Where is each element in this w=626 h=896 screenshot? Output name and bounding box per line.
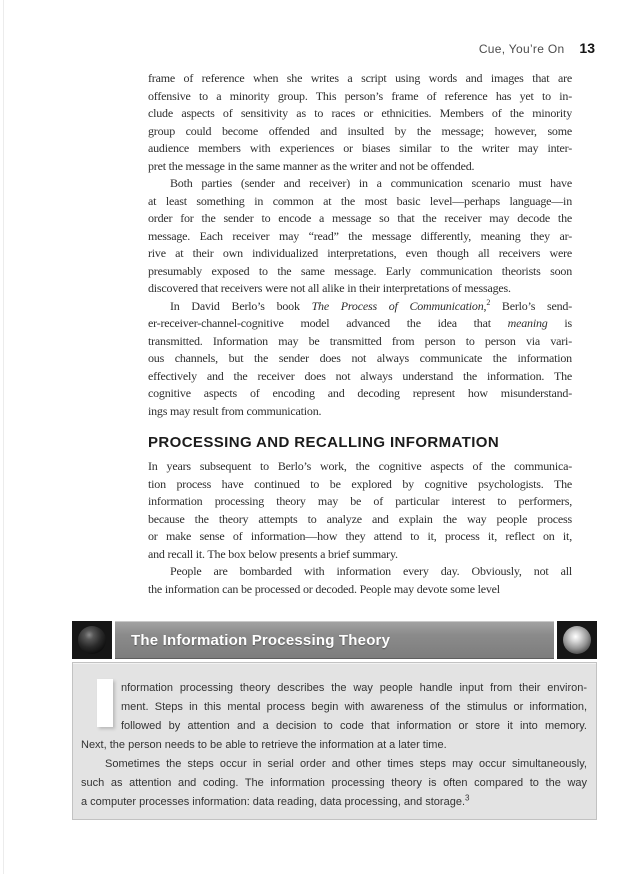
- text-line: order for the sender to encode a message so that the receiver may decode the: [148, 211, 572, 225]
- speaker-knob-left-icon: [72, 621, 112, 659]
- text-line: because the theory attempts to analyze and explain the way people process: [148, 511, 572, 526]
- info-box-title-bar: [115, 621, 554, 659]
- text-line: the information can be processed or decoded. People may devote some level: [148, 581, 500, 596]
- text-line: pret the message in the same manner as the writer and not be offended.: [148, 158, 475, 173]
- text-line: group could become offended and insulted by the message; however, some: [148, 123, 572, 138]
- text-line: or make sense of information—how they attend to it, process it, reflect on it,: [148, 529, 572, 543]
- page-scan-edge: [3, 0, 4, 874]
- text-line: message. Each receiver may “read” the message differently, meaning they ar-: [148, 228, 572, 243]
- drop-cap-letter-i: [97, 679, 113, 727]
- text-line: ment. Steps in this mental process begin with awareness of the stimulus or information,: [121, 701, 587, 713]
- section-heading: PROCESSING AND RECALLING INFORMATION: [148, 434, 500, 451]
- text-line: clude aspects of sensitivity as to races or ethnicities. Members of the minority: [148, 106, 572, 120]
- text-line: In years subsequent to Berlo’s work, the cognitive aspects of the communica-: [148, 459, 572, 473]
- running-title: Cue, You’re On: [478, 42, 565, 56]
- running-head: [479, 40, 595, 56]
- text-line: tion process have continued to be explored by cognitive psychologists. The: [148, 476, 572, 491]
- text-line: Next, the person needs to be able to retrieve the information at a later time.: [81, 739, 447, 751]
- body-column-upper: [148, 70, 572, 420]
- text-line: and recall it. The box below presents a brief summary.: [148, 546, 398, 561]
- text-line: er-receiver-channel-cognitive model advanced the idea that meaning is: [148, 316, 572, 330]
- text-line: People are bombarded with information every day. Obviously, not all: [170, 564, 572, 578]
- info-box-title: The Information Processing Theory: [131, 631, 391, 649]
- text-line: offensive to a minority group. This person’s frame of reference has yet to in-: [148, 88, 572, 103]
- text-line: presumably exposed to the same message. Early communication theorists soon: [148, 263, 572, 278]
- text-line: Sometimes the steps occur in serial order and other times steps may occur simultaneously,: [105, 758, 587, 770]
- page-number: 13: [579, 40, 595, 56]
- text-line: audience members with experiences or biases similar to the writer may inter-: [148, 141, 572, 155]
- text-line: ous channels, but the sender does not always communicate the information: [148, 351, 572, 365]
- text-line: a computer processes information: data reading, data processing, and storage.$^3$: [81, 793, 470, 808]
- text-line: nformation processing theory describes the way people handle input from their environ-: [121, 682, 587, 694]
- text-line: Both parties (sender and receiver) in a communication scenario must have: [170, 176, 572, 190]
- body-column-lower: [148, 458, 572, 598]
- text-line: rive at their own individualized interpretations, even though all receivers were: [148, 246, 572, 260]
- info-box: [72, 621, 597, 820]
- text-line: at least something in common at the most basic level—perhaps language—in: [148, 193, 572, 208]
- speaker-knob-right-icon: [557, 621, 597, 659]
- text-line: effectively and the receiver does not always understand the information. The: [148, 368, 572, 383]
- text-line: ings may result from communication.: [148, 403, 322, 418]
- text-line: frame of reference when she writes a script using words and images that are: [148, 71, 572, 85]
- text-line: followed by attention and a decision to code that information or store it into memory.: [121, 720, 587, 732]
- text-line: information processing theory may be of particular interest to performers,: [148, 494, 572, 508]
- text-line: discovered that receivers were not all alike in their interpretations of messages.: [148, 281, 511, 295]
- info-box-content: [72, 662, 597, 820]
- info-box-header: [72, 621, 597, 659]
- text-line: In David Berlo’s book The Process of Communication,$^2$ Berlo’s send-: [170, 297, 572, 313]
- text-line: such as attention and coding. The information processing theory is often compared to the way: [81, 777, 587, 789]
- text-line: cognitive aspects of encoding and decoding represent how misunderstand-: [148, 386, 572, 400]
- text-line: transmitted. Information may be transmitted from person to person via vari-: [148, 333, 572, 348]
